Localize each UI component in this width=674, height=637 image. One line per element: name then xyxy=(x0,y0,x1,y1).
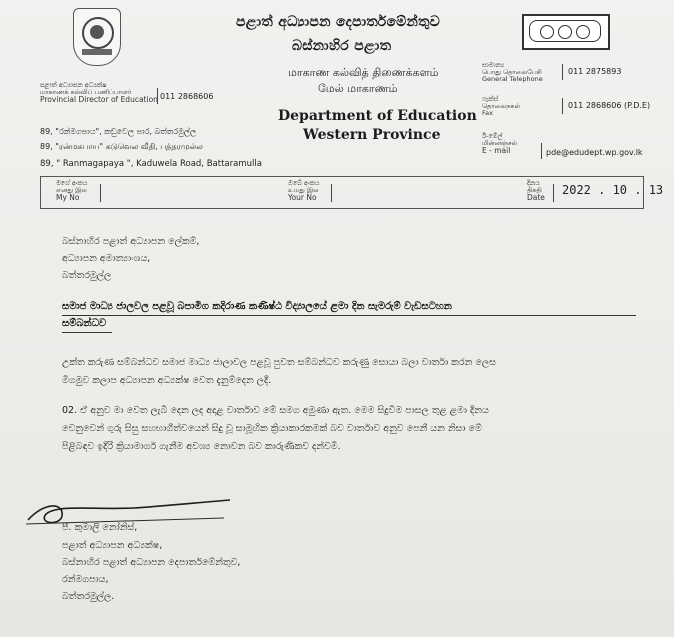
my-no-label: මගේ අංකය எனது இல My No xyxy=(56,179,88,202)
telephone-label: සාමාන්‍ය பொது தொலைபேசி General Telephone xyxy=(482,61,543,83)
province-title-english: Western Province xyxy=(303,127,441,143)
your-no-label: ඔබේ අංකය உமது இல Your No xyxy=(288,179,320,202)
dept-title-sinhala: පළාත් අධ්‍යාපන දෙපාර්තමේන්තුව xyxy=(236,14,441,30)
paragraph-1-line-1: උක්ත කරුණ සම්බන්ධව සමාජ මාධ්‍ය ජාලාවල පළවූ පුවත සම්බන්ධව කරුණු සොයා බලා වාර්තා කරන ලෙස xyxy=(62,357,496,368)
paragraph-2-line-2: වෙනුවෙන් ගුරු සිසු සහභාගීත්වයෙන් සිදු වූ සාමූහික ක්‍රියාකාරකමක් බව වාර්තාව අනුව පෙනී යන නිසා මේ xyxy=(62,423,482,434)
signatory-name: පී. කුමාලි නෝනිස්, xyxy=(62,522,138,533)
address-english: 89, " Ranmagapaya ", Kaduwela Road, Battaramulla xyxy=(40,159,262,169)
director-label: පළාත් අධ්‍යාපන අධ්‍යක්ෂ மாகாணக் கல்விப் பணிப்பாளர் Provincial Director of Education xyxy=(40,81,158,104)
email-label: ඊ-මේල් மின்னஞ்சல் E - mail xyxy=(482,132,517,155)
province-title-sinhala: බස්නාහිර පළාත xyxy=(292,38,392,54)
paragraph-2-line-3: පිළිබඳව ඉදිරි ක්‍රියාමාර්ග ගැනීම අවශ්‍ය නොවන බව කාරුණිකව දන්වමි. xyxy=(62,441,341,452)
paragraph-1-line-2: මීගමුව කලාප අධ්‍යාපන අධ්‍යක්ෂ වෙත දැනුම්දෙන ලදී. xyxy=(62,375,272,386)
signatory-address-1: රන්මගපාය, xyxy=(62,574,109,585)
email-address: pde@edudept.wp.gov.lk xyxy=(546,148,643,157)
address-tamil: 89, "ரன்மகபாய" கடுவெல வீதி, பத்தரமுல்ல xyxy=(40,142,203,151)
paragraph-2-line-1: 02. ඒ අනුව මා වෙත ලැබී දෙන ලද අදාළ වාර්තාව මේ සමග අමුණා ඇත. මෙම සිදුවීම පාසල තුළ ළමා දිනය xyxy=(62,405,489,416)
signatory-address-2: බත්තරමුල්ල. xyxy=(62,591,115,602)
recipient-line-2: අධ්‍යාපන අමාත්‍යාංශය, xyxy=(62,253,151,264)
subject-line-2: සම්බන්ධව xyxy=(62,318,107,329)
fax-label: ෆැක්ස් தொலைநகல் Fax xyxy=(482,95,520,117)
recipient-line-3: බත්තරමුල්ල xyxy=(62,270,112,281)
date-label: දිනය திகதி Date xyxy=(527,179,545,202)
address-sinhala: 89, "රන්මගපාය", කඩුවෙල පාර, බත්තරමුල්ල xyxy=(40,127,197,136)
director-phone: 011 2868606 xyxy=(160,92,214,101)
dept-title-english: Department of Education xyxy=(278,108,477,124)
fax-number: 011 2868606 (P.D.E) xyxy=(568,101,651,110)
province-title-tamil: மேல் மாகாணம் xyxy=(318,82,398,95)
department-logo-icon xyxy=(522,14,610,50)
signatory-department: බස්නාහිර පළාත් අධ්‍යාපන දෙපාර්තමේන්තුව, xyxy=(62,557,241,568)
dept-title-tamil: மாகாண கல்வித் திணைக்களம் xyxy=(288,66,439,79)
letter-date: 2022 . 10 . 13 xyxy=(562,183,664,197)
subject-line-1: සමාජ මාධ්‍ය ජාලවල පළවූ බපාමිග කදිරාණ කණිෂ්ඨ විද්‍යාලයේ ළමා දින සැමරුම් වැඩසටහන xyxy=(62,301,452,312)
general-telephone: 011 2875893 xyxy=(568,67,622,76)
signatory-title: පළාත් අධ්‍යාපන අධ්‍යක්ෂ, xyxy=(62,540,163,551)
government-emblem-icon xyxy=(73,8,121,66)
recipient-line-1: බස්නාහිර පළාත් අධ්‍යාපන ලේකම්, xyxy=(62,236,200,247)
